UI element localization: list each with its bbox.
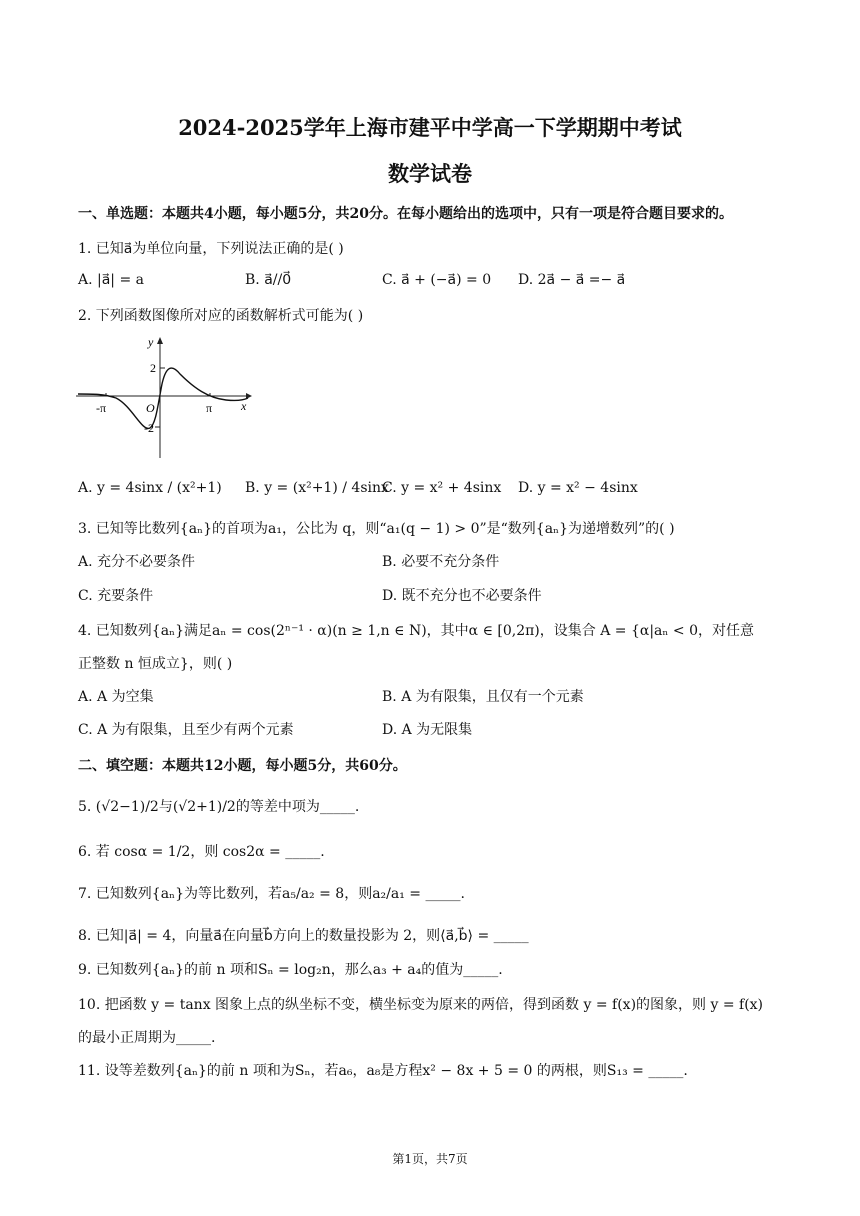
- q3-option-c: C. 充要条件: [78, 588, 154, 604]
- q3-option-d: D. 既不充分也不必要条件: [382, 588, 542, 604]
- q1-option-d: D. 2a⃗ − a⃗ =− a⃗: [518, 272, 626, 288]
- q3-option-a: A. 充分不必要条件: [78, 554, 196, 570]
- y-neg2-label: -2: [144, 421, 154, 435]
- q5-text: 5. (√2−1)/2与(√2+1)/2的等差中项为_____.: [78, 799, 360, 815]
- y-axis-label: y: [148, 335, 154, 349]
- q2-stem: 2. 下列函数图像所对应的函数解析式可能为( ): [78, 308, 364, 324]
- section1-heading: 一、单选题：本题共4小题，每小题5分，共20分。在每小题给出的选项中，只有一项是符合题目要求的。: [78, 206, 733, 222]
- q10-text-line2: 的最小正周期为_____.: [78, 1030, 216, 1046]
- q1-option-b: B. a⃗//0⃗: [245, 272, 292, 288]
- q4-stem-line2: 正整数 n 恒成立}，则( ): [78, 656, 233, 672]
- q4-option-d: D. A 为无限集: [382, 722, 473, 738]
- q1-stem: 1. 已知a⃗为单位向量，下列说法正确的是( ): [78, 241, 344, 257]
- q6-text: 6. 若 cosα = 1/2，则 cos2α = _____.: [78, 844, 325, 860]
- y-axis-arrow: [157, 337, 163, 344]
- q4-stem-line1: 4. 已知数列{aₙ}满足aₙ = cos(2ⁿ⁻¹ · α)(n ≥ 1,n ∈ N)，其中α ∈ [0,2π)，设集合 A = {α|aₙ < 0，对任意: [78, 623, 754, 639]
- q2-option-b: B. y = (x²+1) / 4sinx: [245, 480, 389, 496]
- q4-option-b: B. A 为有限集，且仅有一个元素: [382, 689, 584, 705]
- pi-label: π: [206, 401, 213, 415]
- q2-option-d: D. y = x² − 4sinx: [518, 480, 638, 496]
- q11-text: 11. 设等差数列{aₙ}的前 n 项和为Sₙ，若a₆，a₈是方程x² − 8x + 5 = 0 的两根，则S₁₃ = _____.: [78, 1063, 688, 1079]
- x-axis-label: x: [241, 399, 247, 413]
- q3-stem: 3. 已知等比数列{aₙ}的首项为a₁，公比为 q，则“a₁(q − 1) > 0”是“数列{aₙ}为递增数列”的( ): [78, 521, 675, 537]
- y-2-label: 2: [150, 361, 156, 375]
- exam-title: 2024-2025学年上海市建平中学高一下学期期中考试: [178, 115, 682, 140]
- q4-option-a: A. A 为空集: [78, 689, 154, 705]
- q1-option-a: A. |a⃗| = a: [78, 272, 145, 288]
- q7-text: 7. 已知数列{aₙ}为等比数列，若a₅/a₂ = 8，则a₂/a₁ = _____.: [78, 886, 465, 902]
- section2-heading: 二、填空题：本题共12小题，每小题5分，共60分。: [78, 758, 407, 774]
- neg-pi-label: -π: [96, 401, 107, 415]
- q10-text-line1: 10. 把函数 y = tanx 图象上点的纵坐标不变，横坐标变为原来的两倍，得到函数 y = f(x)的图象，则 y = f(x): [78, 997, 764, 1013]
- q4-option-c: C. A 为有限集，且至少有两个元素: [78, 722, 294, 738]
- origin-label: O: [146, 401, 155, 415]
- q1-option-c: C. a⃗ + (−a⃗) = 0: [382, 272, 492, 288]
- exam-subtitle: 数学试卷: [388, 161, 472, 186]
- q2-option-a: A. y = 4sinx / (x²+1): [78, 480, 222, 496]
- q8-text: 8. 已知|a⃗| = 4，向量a⃗在向量b⃗方向上的数量投影为 2，则⟨a⃗,b⃗⟩ = _____: [78, 928, 529, 944]
- q2-function-graph: [76, 334, 256, 460]
- page-footer: 第1页，共7页: [392, 1152, 468, 1166]
- function-curve: [78, 368, 248, 428]
- q9-text: 9. 已知数列{aₙ}的前 n 项和Sₙ = log₂n，那么a₃ + a₄的值为_____.: [78, 962, 503, 978]
- q3-option-b: B. 必要不充分条件: [382, 554, 500, 570]
- q2-option-c: C. y = x² + 4sinx: [382, 480, 502, 496]
